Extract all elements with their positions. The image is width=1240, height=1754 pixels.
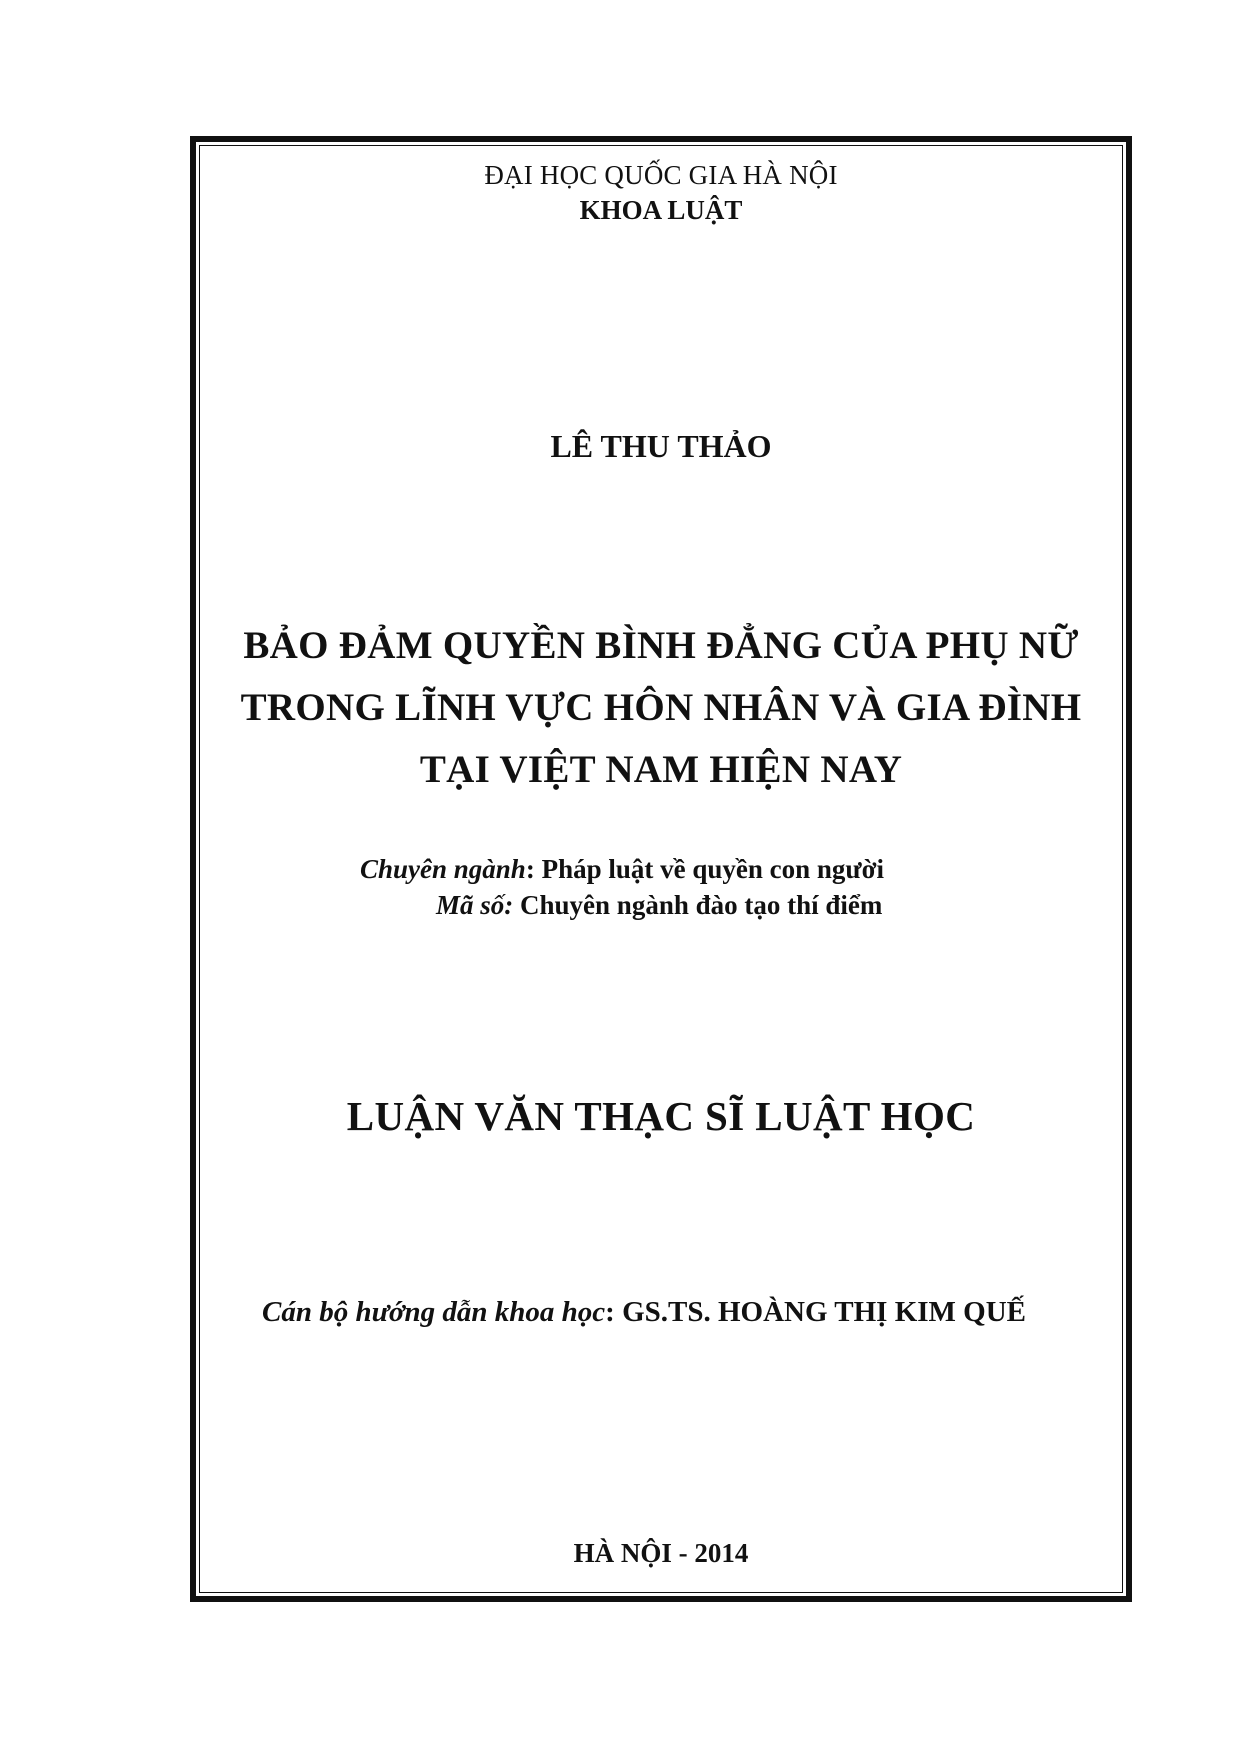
supervisor-separator: :: [605, 1296, 623, 1328]
specialization-label: Chuyên ngành: [360, 854, 526, 884]
specialization-separator: :: [525, 854, 542, 884]
thesis-title-line-3: TẠI VIỆT NAM HIỆN NAY: [419, 748, 903, 791]
thesis-title-line-1: BẢO ĐẢM QUYỀN BÌNH ĐẲNG CỦA PHỤ NỮ: [243, 624, 1079, 667]
university-name: ĐẠI HỌC QUỐC GIA HÀ NỘI: [484, 160, 838, 190]
thesis-type: LUẬN VĂN THẠC SĨ LUẬT HỌC: [346, 1093, 976, 1139]
code-label: Mã số:: [436, 890, 514, 920]
code-row: [436, 890, 882, 921]
faculty-name: KHOA LUẬT: [579, 195, 743, 225]
thesis-title-line-2: TRONG LĨNH VỰC HÔN NHÂN VÀ GIA ĐÌNH: [240, 686, 1082, 729]
city-year: HÀ NỘI - 2014: [573, 1538, 749, 1568]
supervisor-row: [262, 1296, 1026, 1329]
code-value: Chuyên ngành đào tạo thí điểm: [513, 890, 883, 920]
supervisor-label: Cán bộ hướng dẫn khoa học: [262, 1296, 606, 1328]
specialization-value: Pháp luật về quyền con người: [541, 854, 885, 884]
author-name: LÊ THU THẢO: [550, 428, 772, 464]
supervisor-name: GS.TS. HOÀNG THỊ KIM QUẾ: [622, 1296, 1027, 1328]
specialization-row: [360, 854, 884, 885]
